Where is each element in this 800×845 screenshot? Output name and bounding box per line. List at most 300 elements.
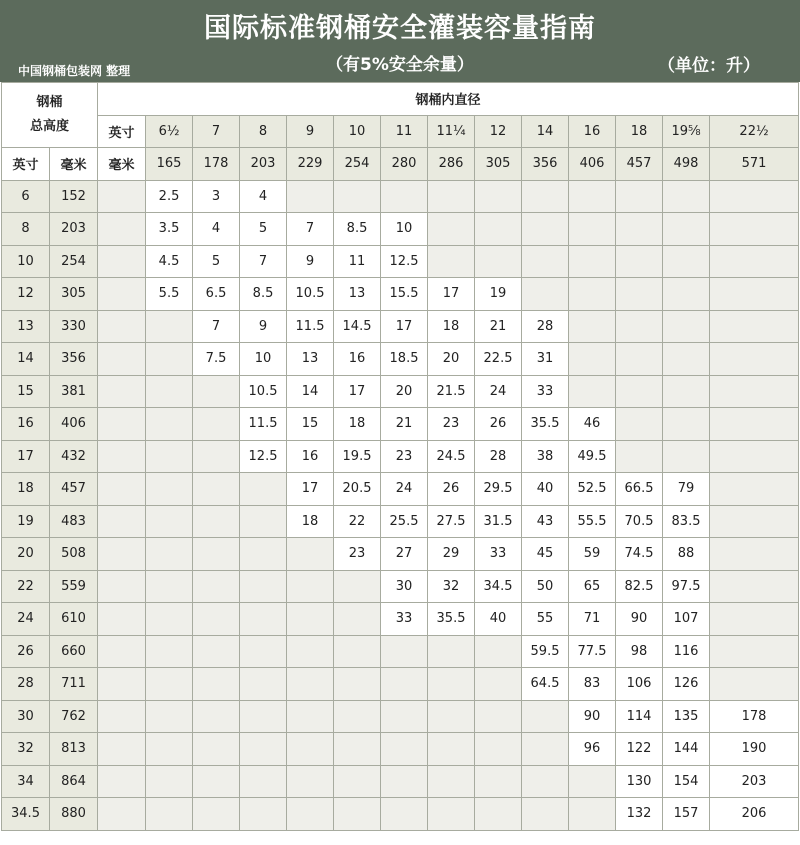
diameter-inch-value: 16 <box>569 115 616 148</box>
capacity-cell: 2.5 <box>146 180 193 213</box>
empty-cell <box>522 213 569 246</box>
diameter-inch-value: 14 <box>522 115 569 148</box>
capacity-cell: 122 <box>616 733 663 766</box>
empty-cell <box>193 733 240 766</box>
height-inch-value: 20 <box>2 538 50 571</box>
capacity-cell: 3.5 <box>146 213 193 246</box>
capacity-cell: 33 <box>475 538 522 571</box>
empty-cell <box>616 440 663 473</box>
empty-cell <box>146 310 193 343</box>
empty-cell <box>240 603 287 636</box>
table-row <box>2 668 799 701</box>
empty-cell <box>710 668 799 701</box>
height-mm-value: 864 <box>50 765 98 798</box>
empty-cell <box>710 310 799 343</box>
spacer-cell <box>98 440 146 473</box>
capacity-cell: 7.5 <box>193 343 240 376</box>
empty-cell <box>569 180 616 213</box>
spacer-cell <box>98 700 146 733</box>
row-header-title <box>2 83 98 148</box>
height-inch-value: 18 <box>2 473 50 506</box>
row-header-line1: 钢桶 <box>36 95 63 110</box>
empty-cell <box>522 765 569 798</box>
diameter-mm-value: 406 <box>569 148 616 181</box>
empty-cell <box>616 180 663 213</box>
diameter-inch-value: 9 <box>287 115 334 148</box>
table-row <box>2 505 799 538</box>
capacity-cell: 106 <box>616 668 663 701</box>
diameter-inch-value: 11 <box>381 115 428 148</box>
capacity-cell: 10.5 <box>240 375 287 408</box>
empty-cell <box>287 570 334 603</box>
capacity-cell: 17 <box>287 473 334 506</box>
empty-cell <box>240 668 287 701</box>
spacer-cell <box>98 603 146 636</box>
spacer-cell <box>98 733 146 766</box>
empty-cell <box>240 700 287 733</box>
capacity-cell: 34.5 <box>475 570 522 603</box>
capacity-cell: 12.5 <box>240 440 287 473</box>
capacity-cell: 24 <box>475 375 522 408</box>
capacity-cell: 27.5 <box>428 505 475 538</box>
capacity-cell: 126 <box>663 668 710 701</box>
capacity-cell: 130 <box>616 765 663 798</box>
empty-cell <box>240 505 287 538</box>
empty-cell <box>146 700 193 733</box>
height-inch-value: 24 <box>2 603 50 636</box>
height-mm-value: 330 <box>50 310 98 343</box>
capacity-cell: 10 <box>381 213 428 246</box>
empty-cell <box>193 765 240 798</box>
diameter-mm-value: 254 <box>334 148 381 181</box>
height-mm-value: 406 <box>50 408 98 441</box>
empty-cell <box>569 765 616 798</box>
height-inch-value: 34.5 <box>2 798 50 831</box>
spacer-cell <box>98 343 146 376</box>
empty-cell <box>146 440 193 473</box>
height-inch-value: 32 <box>2 733 50 766</box>
capacity-cell: 31 <box>522 343 569 376</box>
empty-cell <box>616 408 663 441</box>
height-mm-value: 203 <box>50 213 98 246</box>
capacity-cell: 38 <box>522 440 569 473</box>
capacity-cell: 5 <box>193 245 240 278</box>
capacity-table <box>1 82 799 831</box>
table-row <box>2 440 799 473</box>
capacity-cell: 13 <box>334 278 381 311</box>
capacity-cell: 33 <box>522 375 569 408</box>
empty-cell <box>240 538 287 571</box>
capacity-cell: 203 <box>710 765 799 798</box>
empty-cell <box>710 278 799 311</box>
capacity-cell: 55 <box>522 603 569 636</box>
empty-cell <box>616 310 663 343</box>
height-mm-value: 508 <box>50 538 98 571</box>
empty-cell <box>522 733 569 766</box>
capacity-cell: 157 <box>663 798 710 831</box>
diameter-mm-value: 305 <box>475 148 522 181</box>
capacity-cell: 18.5 <box>381 343 428 376</box>
empty-cell <box>663 440 710 473</box>
empty-cell <box>569 278 616 311</box>
capacity-cell: 20.5 <box>334 473 381 506</box>
table-row <box>2 538 799 571</box>
empty-cell <box>146 635 193 668</box>
spacer-cell <box>98 798 146 831</box>
empty-cell <box>334 733 381 766</box>
diameter-inch-value: 22½ <box>710 115 799 148</box>
empty-cell <box>146 570 193 603</box>
empty-cell <box>428 700 475 733</box>
capacity-cell: 90 <box>616 603 663 636</box>
empty-cell <box>475 213 522 246</box>
capacity-cell: 15 <box>287 408 334 441</box>
height-inch-value: 22 <box>2 570 50 603</box>
capacity-cell: 21 <box>381 408 428 441</box>
empty-cell <box>334 603 381 636</box>
capacity-cell: 35.5 <box>428 603 475 636</box>
capacity-cell: 45 <box>522 538 569 571</box>
diameter-mm-value: 286 <box>428 148 475 181</box>
capacity-cell: 28 <box>475 440 522 473</box>
capacity-cell: 33 <box>381 603 428 636</box>
empty-cell <box>616 343 663 376</box>
capacity-cell: 10 <box>240 343 287 376</box>
table-row <box>2 375 799 408</box>
capacity-cell: 5.5 <box>146 278 193 311</box>
height-inch-value: 28 <box>2 668 50 701</box>
spacer-cell <box>98 765 146 798</box>
capacity-cell: 19 <box>475 278 522 311</box>
capacity-cell: 8.5 <box>334 213 381 246</box>
diameter-inch-value: 8 <box>240 115 287 148</box>
capacity-cell: 5 <box>240 213 287 246</box>
empty-cell <box>193 570 240 603</box>
empty-cell <box>193 408 240 441</box>
capacity-cell: 30 <box>381 570 428 603</box>
table-row <box>2 408 799 441</box>
height-mm-value: 483 <box>50 505 98 538</box>
capacity-cell: 97.5 <box>663 570 710 603</box>
capacity-cell: 18 <box>428 310 475 343</box>
capacity-cell: 12.5 <box>381 245 428 278</box>
height-mm-value: 880 <box>50 798 98 831</box>
height-inch-label: 英寸 <box>2 148 50 181</box>
empty-cell <box>381 180 428 213</box>
table-row <box>2 213 799 246</box>
empty-cell <box>193 440 240 473</box>
empty-cell <box>193 635 240 668</box>
empty-cell <box>710 245 799 278</box>
empty-cell <box>616 213 663 246</box>
empty-cell <box>710 505 799 538</box>
capacity-cell: 11.5 <box>240 408 287 441</box>
table-row <box>2 733 799 766</box>
empty-cell <box>475 765 522 798</box>
empty-cell <box>287 603 334 636</box>
empty-cell <box>710 375 799 408</box>
height-mm-value: 457 <box>50 473 98 506</box>
empty-cell <box>287 765 334 798</box>
height-inch-value: 6 <box>2 180 50 213</box>
empty-cell <box>663 310 710 343</box>
capacity-cell: 77.5 <box>569 635 616 668</box>
capacity-cell: 24.5 <box>428 440 475 473</box>
empty-cell <box>240 635 287 668</box>
empty-cell <box>428 798 475 831</box>
empty-cell <box>663 343 710 376</box>
empty-cell <box>334 635 381 668</box>
empty-cell <box>287 798 334 831</box>
empty-cell <box>193 798 240 831</box>
empty-cell <box>146 538 193 571</box>
diameter-inch-value: 11¼ <box>428 115 475 148</box>
empty-cell <box>522 245 569 278</box>
empty-cell <box>146 505 193 538</box>
capacity-cell: 23 <box>381 440 428 473</box>
diameter-inch-value: 6½ <box>146 115 193 148</box>
empty-cell <box>428 765 475 798</box>
height-mm-value: 152 <box>50 180 98 213</box>
table-row <box>2 473 799 506</box>
capacity-cell: 55.5 <box>569 505 616 538</box>
empty-cell <box>710 440 799 473</box>
table-row <box>2 603 799 636</box>
empty-cell <box>381 765 428 798</box>
empty-cell <box>193 473 240 506</box>
capacity-cell: 29 <box>428 538 475 571</box>
page-subtitle: （有5%安全余量） <box>326 55 474 75</box>
empty-cell <box>710 570 799 603</box>
empty-cell <box>616 375 663 408</box>
spacer-cell <box>98 245 146 278</box>
empty-cell <box>240 570 287 603</box>
capacity-cell: 11.5 <box>287 310 334 343</box>
table-row <box>2 765 799 798</box>
capacity-cell: 90 <box>569 700 616 733</box>
diameter-mm-value: 203 <box>240 148 287 181</box>
capacity-cell: 6.5 <box>193 278 240 311</box>
empty-cell <box>710 213 799 246</box>
capacity-cell: 178 <box>710 700 799 733</box>
capacity-cell: 20 <box>381 375 428 408</box>
spacer-cell <box>98 668 146 701</box>
empty-cell <box>146 603 193 636</box>
table-row <box>2 570 799 603</box>
empty-cell <box>334 765 381 798</box>
empty-cell <box>146 343 193 376</box>
capacity-cell: 35.5 <box>522 408 569 441</box>
capacity-cell: 4 <box>193 213 240 246</box>
empty-cell <box>522 278 569 311</box>
capacity-cell: 49.5 <box>569 440 616 473</box>
empty-cell <box>475 635 522 668</box>
height-mm-value: 610 <box>50 603 98 636</box>
diameter-inch-value: 10 <box>334 115 381 148</box>
empty-cell <box>381 700 428 733</box>
capacity-cell: 23 <box>334 538 381 571</box>
spacer-cell <box>98 473 146 506</box>
capacity-cell: 22.5 <box>475 343 522 376</box>
height-mm-value: 559 <box>50 570 98 603</box>
capacity-cell: 4.5 <box>146 245 193 278</box>
height-mm-value: 660 <box>50 635 98 668</box>
empty-cell <box>428 180 475 213</box>
empty-cell <box>146 765 193 798</box>
capacity-cell: 14.5 <box>334 310 381 343</box>
capacity-cell: 116 <box>663 635 710 668</box>
capacity-cell: 8.5 <box>240 278 287 311</box>
empty-cell <box>710 343 799 376</box>
empty-cell <box>146 408 193 441</box>
empty-cell <box>146 798 193 831</box>
capacity-cell: 15.5 <box>381 278 428 311</box>
height-inch-value: 15 <box>2 375 50 408</box>
empty-cell <box>334 668 381 701</box>
capacity-cell: 74.5 <box>616 538 663 571</box>
capacity-cell: 23 <box>428 408 475 441</box>
empty-cell <box>146 375 193 408</box>
empty-cell <box>193 505 240 538</box>
diameter-mm-value: 457 <box>616 148 663 181</box>
empty-cell <box>663 245 710 278</box>
empty-cell <box>146 473 193 506</box>
empty-cell <box>663 408 710 441</box>
table-row <box>2 700 799 733</box>
empty-cell <box>475 245 522 278</box>
column-header-title: 钢桶内直径 <box>98 83 799 116</box>
height-mm-value: 762 <box>50 700 98 733</box>
empty-cell <box>710 538 799 571</box>
capacity-cell: 18 <box>287 505 334 538</box>
table-row <box>2 245 799 278</box>
table-row <box>2 310 799 343</box>
spacer-cell <box>98 278 146 311</box>
capacity-cell: 27 <box>381 538 428 571</box>
capacity-cell: 4 <box>240 180 287 213</box>
capacity-cell: 16 <box>334 343 381 376</box>
diameter-inch-value: 19⅝ <box>663 115 710 148</box>
height-inch-value: 34 <box>2 765 50 798</box>
empty-cell <box>428 668 475 701</box>
capacity-cell: 66.5 <box>616 473 663 506</box>
capacity-cell: 114 <box>616 700 663 733</box>
height-inch-value: 26 <box>2 635 50 668</box>
spacer-cell <box>98 538 146 571</box>
spacer-cell <box>98 180 146 213</box>
empty-cell <box>569 798 616 831</box>
diameter-mm-label: 毫米 <box>98 148 146 181</box>
capacity-cell: 154 <box>663 765 710 798</box>
spacer-cell <box>98 375 146 408</box>
empty-cell <box>663 213 710 246</box>
empty-cell <box>475 700 522 733</box>
height-mm-value: 356 <box>50 343 98 376</box>
capacity-cell: 40 <box>475 603 522 636</box>
empty-cell <box>522 798 569 831</box>
diameter-inch-value: 12 <box>475 115 522 148</box>
capacity-cell: 17 <box>334 375 381 408</box>
empty-cell <box>240 733 287 766</box>
empty-cell <box>663 375 710 408</box>
capacity-cell: 20 <box>428 343 475 376</box>
capacity-cell: 9 <box>287 245 334 278</box>
diameter-mm-value: 356 <box>522 148 569 181</box>
capacity-cell: 7 <box>240 245 287 278</box>
empty-cell <box>569 213 616 246</box>
diameter-inch-value: 7 <box>193 115 240 148</box>
height-mm-label: 毫米 <box>50 148 98 181</box>
capacity-cell: 19.5 <box>334 440 381 473</box>
spacer-cell <box>98 570 146 603</box>
capacity-cell: 82.5 <box>616 570 663 603</box>
empty-cell <box>710 473 799 506</box>
capacity-cell: 135 <box>663 700 710 733</box>
empty-cell <box>287 700 334 733</box>
empty-cell <box>522 180 569 213</box>
empty-cell <box>287 668 334 701</box>
capacity-cell: 3 <box>193 180 240 213</box>
spacer-cell <box>98 408 146 441</box>
empty-cell <box>334 700 381 733</box>
height-mm-value: 813 <box>50 733 98 766</box>
height-inch-value: 30 <box>2 700 50 733</box>
empty-cell <box>428 213 475 246</box>
capacity-cell: 22 <box>334 505 381 538</box>
capacity-cell: 43 <box>522 505 569 538</box>
empty-cell <box>334 798 381 831</box>
capacity-cell: 79 <box>663 473 710 506</box>
capacity-cell: 83 <box>569 668 616 701</box>
height-mm-value: 254 <box>50 245 98 278</box>
diameter-mm-value: 280 <box>381 148 428 181</box>
spacer-cell <box>98 310 146 343</box>
empty-cell <box>710 635 799 668</box>
source-credit: 中国钢桶包装网 整理 <box>18 64 131 78</box>
capacity-cell: 11 <box>334 245 381 278</box>
diameter-inch-value: 18 <box>616 115 663 148</box>
capacity-cell: 70.5 <box>616 505 663 538</box>
empty-cell <box>287 635 334 668</box>
empty-cell <box>193 603 240 636</box>
height-mm-value: 432 <box>50 440 98 473</box>
empty-cell <box>569 343 616 376</box>
capacity-cell: 96 <box>569 733 616 766</box>
capacity-cell: 29.5 <box>475 473 522 506</box>
capacity-cell: 28 <box>522 310 569 343</box>
capacity-cell: 14 <box>287 375 334 408</box>
capacity-cell: 10.5 <box>287 278 334 311</box>
diameter-mm-value: 571 <box>710 148 799 181</box>
capacity-cell: 32 <box>428 570 475 603</box>
capacity-cell: 25.5 <box>381 505 428 538</box>
unit-label: （单位：升） <box>658 56 760 76</box>
table-row <box>2 635 799 668</box>
empty-cell <box>475 798 522 831</box>
capacity-cell: 40 <box>522 473 569 506</box>
empty-cell <box>710 603 799 636</box>
empty-cell <box>193 700 240 733</box>
capacity-cell: 16 <box>287 440 334 473</box>
capacity-cell: 206 <box>710 798 799 831</box>
capacity-cell: 59 <box>569 538 616 571</box>
height-inch-value: 17 <box>2 440 50 473</box>
capacity-cell: 21 <box>475 310 522 343</box>
capacity-cell: 13 <box>287 343 334 376</box>
row-header-line2: 总高度 <box>30 119 70 134</box>
empty-cell <box>710 408 799 441</box>
height-mm-value: 305 <box>50 278 98 311</box>
